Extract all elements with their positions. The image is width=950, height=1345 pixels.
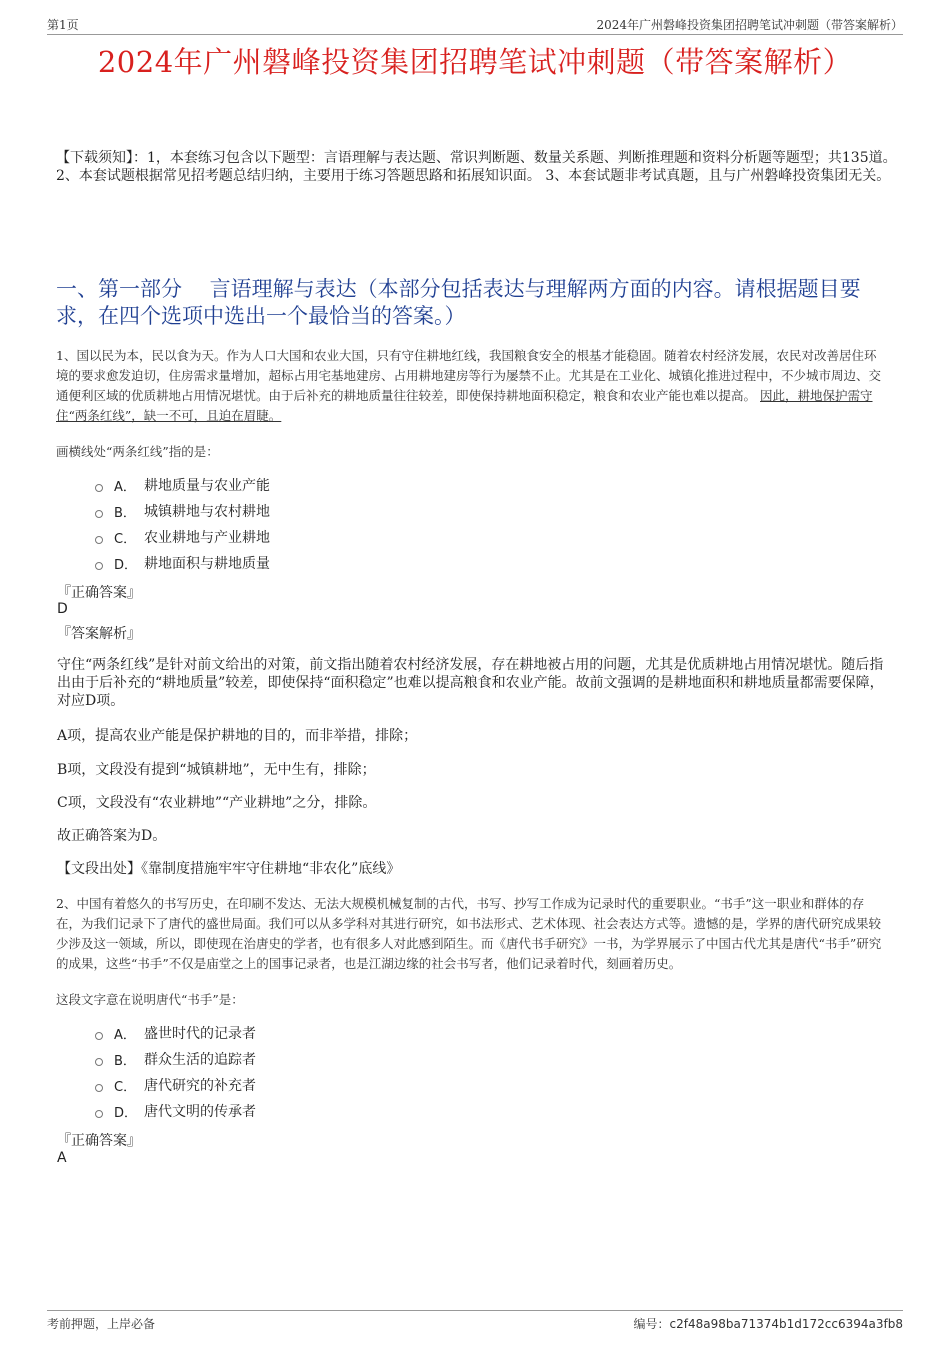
footer-code: 编号：c2f48a98ba71374b1d172cc6394a3fb8 [633, 1317, 903, 1331]
radio-icon[interactable] [95, 1110, 103, 1118]
question-2-option-d[interactable]: D． 唐代文明的传承者 [95, 1098, 256, 1124]
question-2-option-a[interactable]: A． 盛世时代的记录者 [95, 1020, 256, 1046]
footer-slogan: 考前押题，上岸必备 [47, 1317, 156, 1331]
download-notice: 【下载须知】：1，本套练习包含以下题型：言语理解与表达题、常识判断题、数量关系题、判断推理题和资料分析题等题型；共135道。 2、本套试题根据常见招考题总结归纳，主要用于练习答题思路和拓展知识面。 3、本套试题非考试真题，且与广州磐峰投资集团无关。 [56, 150, 897, 184]
radio-icon[interactable] [95, 484, 103, 492]
question-2-option-b[interactable]: B． 群众生活的追踪者 [95, 1046, 256, 1072]
question-1-option-a[interactable]: A． 耕地质量与农业产能 [95, 472, 270, 498]
analysis-paragraph: 守住“两条红线”是针对前文给出的对策，前文指出随着农村经济发展，存在耕地被占用的问题，尤其是优质耕地占用情况堪忧。随后指出由于后补充的“耕地质量”较差，即使保持“面积稳定”也难以提高粮食和农业产能。故前文强调的是耕地面积和耕地质量都需要保障，对应D项。 [57, 657, 884, 709]
analysis-paragraph: A项，提高农业产能是保护耕地的目的，而非举措，排除； [57, 728, 418, 744]
question-2-option-c[interactable]: C． 唐代研究的补充者 [95, 1072, 256, 1098]
analysis-source: 【文段出处】《靠制度措施牢牢守住耕地“非农化”底线》 [57, 861, 401, 877]
question-1-option-d[interactable]: D． 耕地面积与耕地质量 [95, 550, 270, 576]
analysis-paragraph: 故正确答案为D。 [57, 828, 167, 844]
question-1-underlined-text: 因此，耕地保护需守住“两条红线”，缺一不可，且迫在眉睫。 [56, 388, 873, 423]
document-title: 2024年广州磐峰投资集团招聘笔试冲刺题（带答案解析） [97, 45, 853, 79]
question-1-stem [56, 346, 884, 426]
page-number: 第1页 [47, 18, 79, 32]
radio-icon[interactable] [95, 1058, 103, 1066]
radio-icon[interactable] [95, 536, 103, 544]
question-2-answer-label: 『正确答案』 [57, 1133, 141, 1149]
radio-icon[interactable] [95, 510, 103, 518]
question-1-answer: D [57, 601, 68, 617]
radio-icon[interactable] [95, 1032, 103, 1040]
running-title: 2024年广州磐峰投资集团招聘笔试冲刺题（带答案解析） [596, 18, 903, 32]
question-1-option-c[interactable]: C． 农业耕地与产业耕地 [95, 524, 270, 550]
question-2-options [95, 1020, 256, 1124]
question-1-options [95, 472, 270, 576]
radio-icon[interactable] [95, 562, 103, 570]
question-1-option-b[interactable]: B． 城镇耕地与农村耕地 [95, 498, 270, 524]
question-1-prompt: 画横线处“两条红线”指的是： [56, 444, 219, 459]
question-1-analysis-label: 『答案解析』 [57, 626, 141, 642]
analysis-paragraph: C项，文段没有“农业耕地”“产业耕地”之分，排除。 [57, 795, 377, 811]
radio-icon[interactable] [95, 1084, 103, 1092]
page-footer [47, 1310, 903, 1333]
question-1-stem-text: 1、国以民为本，民以食为天。作为人口大国和农业大国，只有守住耕地红线，我国粮食安全的根基才能稳固。随着农村经济发展，农民对改善居住环境的要求愈发迫切，住房需求量增加，超标占用宅基地建房、占用耕地建房等行为屡禁不止。尤其是在工业化、城镇化推进过程中，不少城市周边、交通便利区域的优质耕地占用情况堪忧。由于后补充的耕地质量往往较差，即使保持耕地面积稳定，粮食和农业产能也难以提高。 [56, 348, 882, 403]
question-2-stem: 2、中国有着悠久的书写历史，在印刷不发达、无法大规模机械复制的古代，书写、抄写工作成为记录时代的重要职业。“书手”这一职业和群体的存在，为我们记录下了唐代的盛世局面。我们可以从多学科对其进行研究，如书法形式、艺术体现、社会表达方式等。遗憾的是，学界的唐代研究成果较少涉及这一领域，所以，即使现在治唐史的学者，也有很多人对此感到陌生。而《唐代书手研究》一书，为学界展示了中国古代尤其是唐代“书手”研究的成果，这些“书手”不仅是庙堂之上的国事记录者，也是江湖边缘的社会书写者，他们记录着时代，刻画着历史。 [56, 896, 882, 971]
question-2-prompt: 这段文字意在说明唐代“书手”是： [56, 992, 244, 1007]
question-2-answer: A [57, 1150, 67, 1166]
section-heading: 一、第一部分 言语理解与表达（本部分包括表达与理解两方面的内容。请根据题目要求，在四个选项中选出一个最恰当的答案。） [56, 277, 861, 328]
question-1-answer-label: 『正确答案』 [57, 585, 141, 601]
page-header [47, 14, 903, 35]
analysis-paragraph: B项，文段没有提到“城镇耕地”，无中生有，排除； [57, 762, 376, 778]
